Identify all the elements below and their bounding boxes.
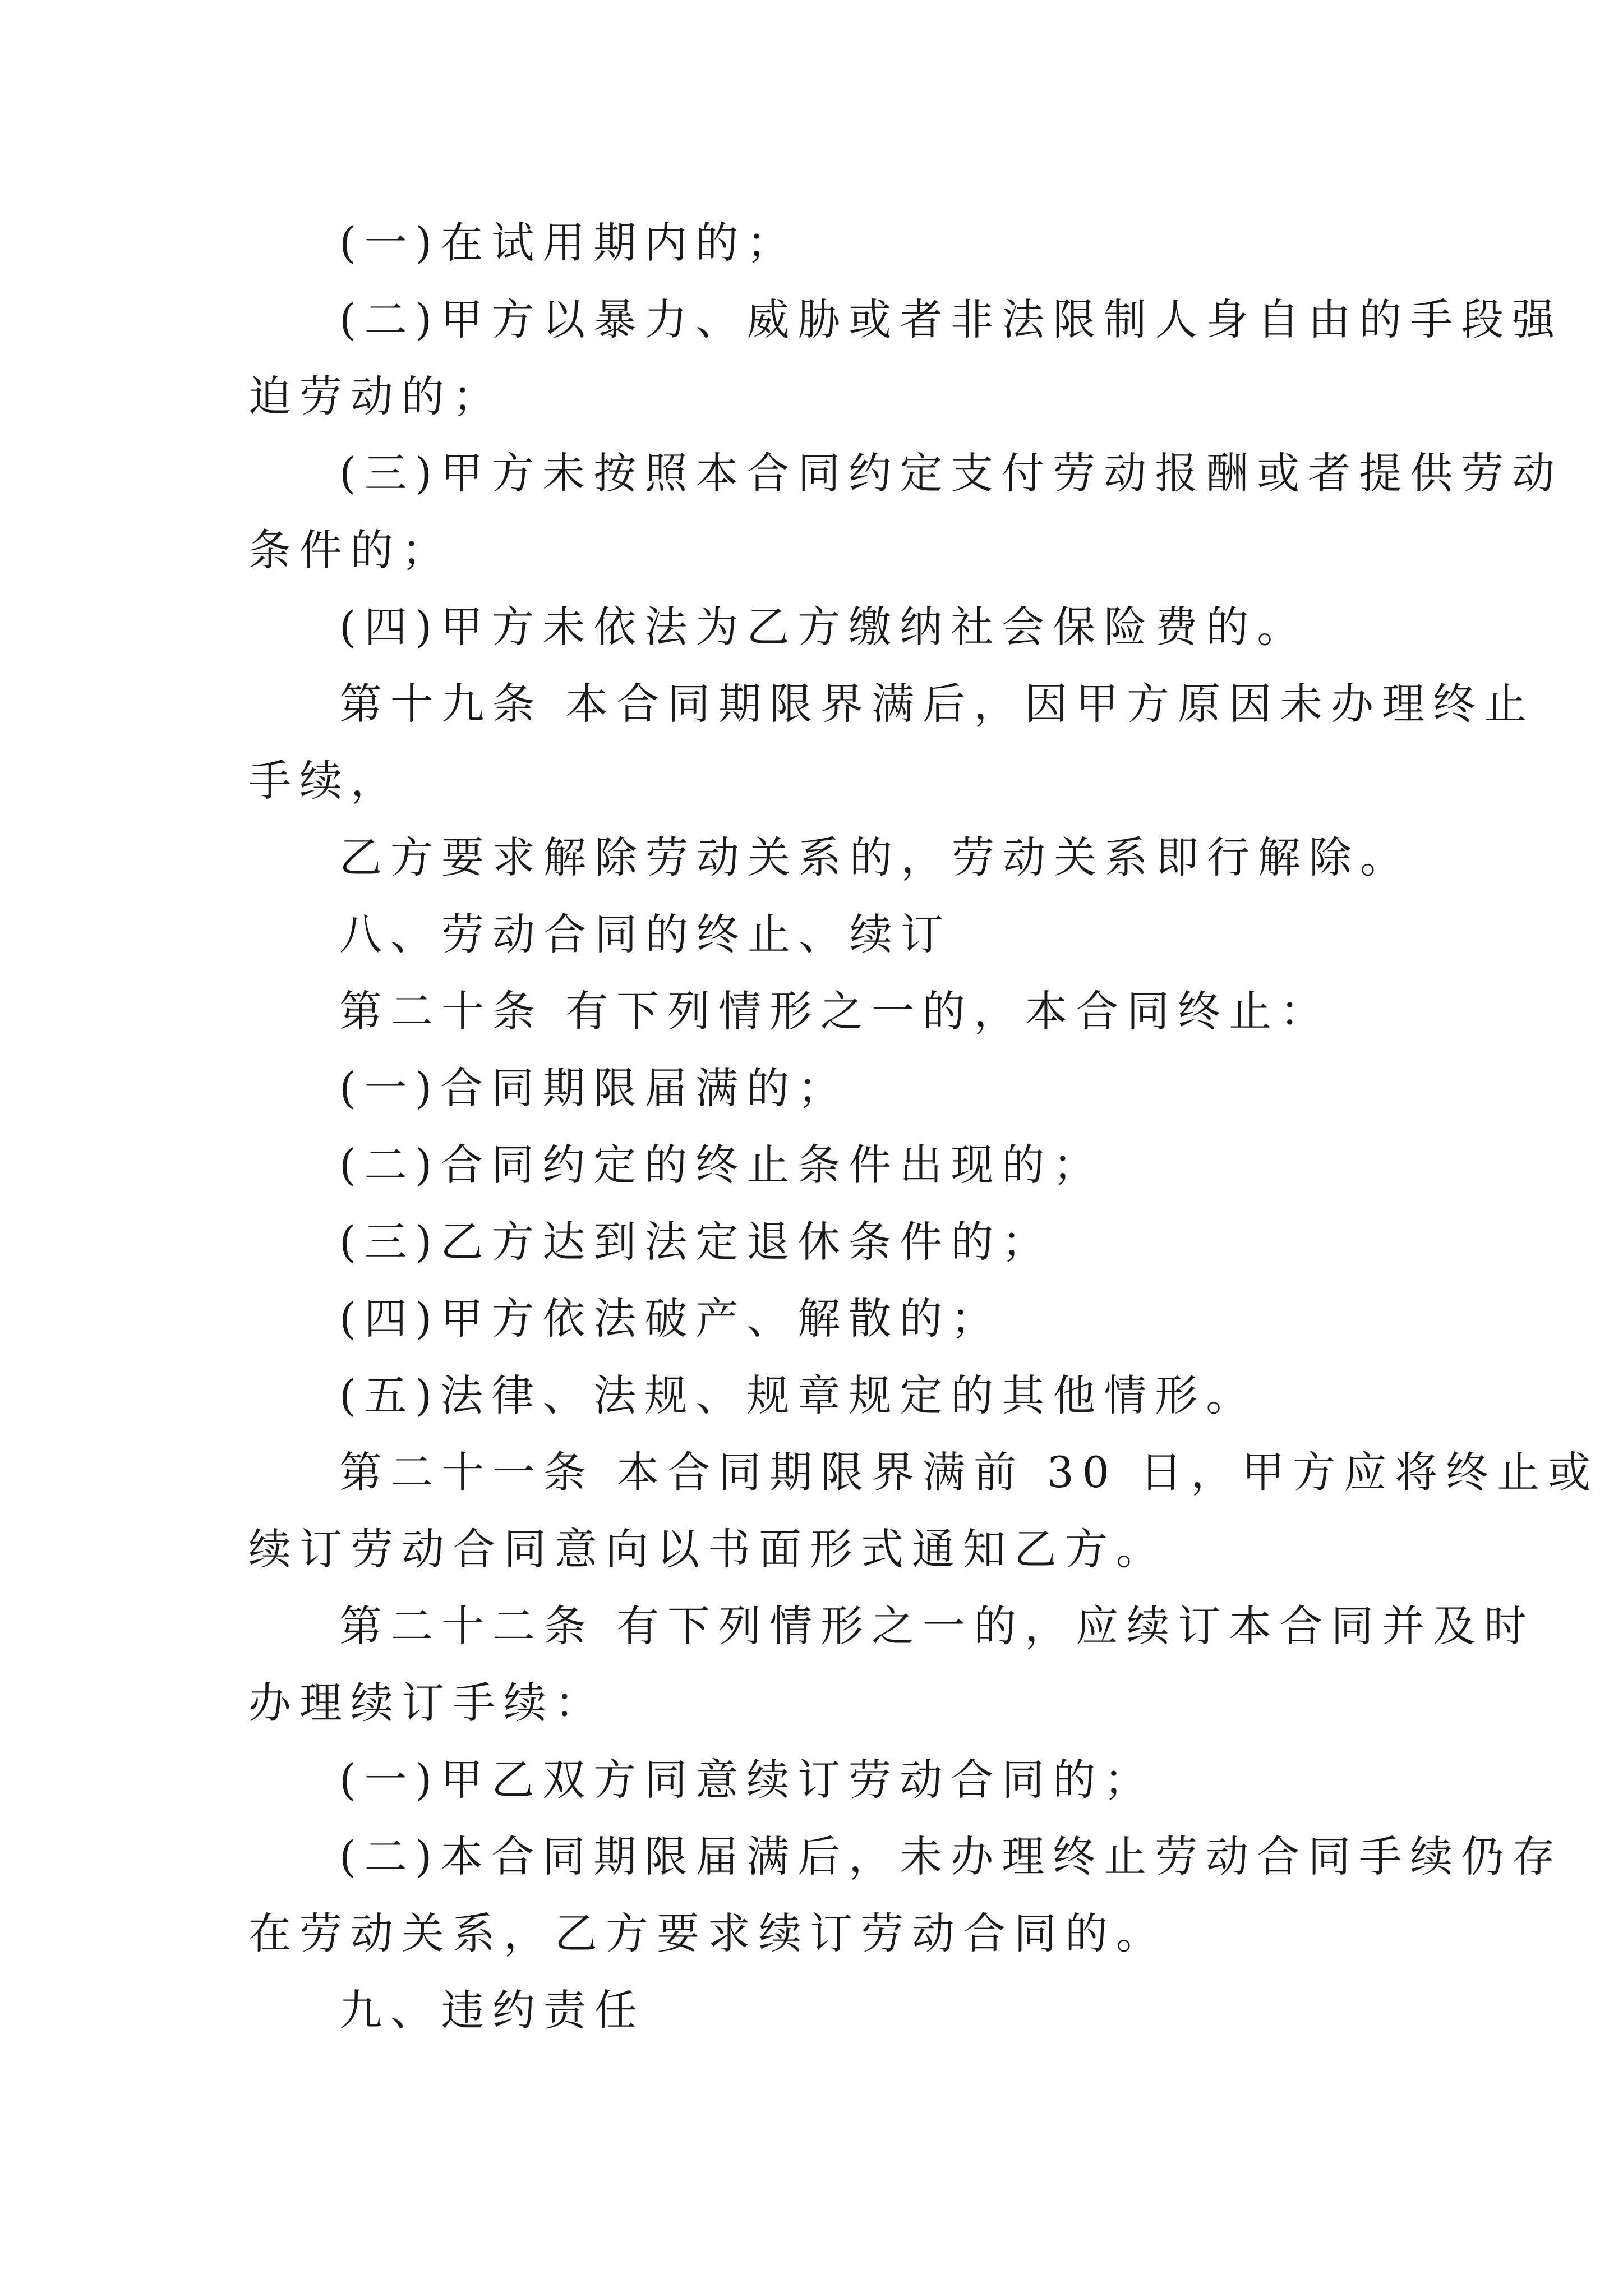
article-21-cont: 续订劳动合同意向以书面形式通知乙方。 [248,1524,1167,1574]
clause-unpaid-wages-item: (三)甲方未按照本合同约定支付劳动报酬或者提供劳动 [339,448,1564,498]
article-19-cont: 手续， [248,756,402,806]
article-22: 第二十二条 有下列情形之一的，应续订本合同并及时 [339,1601,1536,1651]
section-heading-liability: 九、违约责任 [339,1985,645,2035]
clause-unpaid-wages-item-cont: 条件的； [248,525,453,575]
clause-probation-item: (一)在试用期内的； [339,218,798,268]
article-19-paragraph-2: 乙方要求解除劳动关系的，劳动关系即行解除。 [339,832,1411,882]
article-20-item-3: (三)乙方达到法定退休条件的； [339,1217,1053,1267]
article-22-item-1: (一)甲乙双方同意续订劳动合同的； [339,1755,1155,1805]
clause-social-insurance-item: (四)甲方未依法为乙方缴纳社会保险费的。 [339,602,1308,652]
article-19: 第十九条 本合同期限界满后，因甲方原因未办理终止 [339,679,1536,729]
article-22-item-2-cont: 在劳动关系，乙方要求续订劳动合同的。 [248,1908,1167,1958]
article-22-cont: 办理续订手续： [248,1678,606,1728]
article-20-item-2: (二)合同约定的终止条件出现的； [339,1140,1104,1190]
article-20-item-5: (五)法律、法规、规章规定的其他情形。 [339,1370,1257,1420]
article-22-item-2: (二)本合同期限届满后，未办理终止劳动合同手续仍存 [339,1832,1564,1881]
article-20: 第二十条 有下列情形之一的，本合同终止： [339,986,1331,1036]
article-20-item-4: (四)甲方依法破产、解散的； [339,1294,1002,1343]
article-21: 第二十一条 本合同期限界满前 30 日，甲方应将终止或 [339,1447,1599,1497]
article-20-item-1: (一)合同期限届满的； [339,1063,849,1113]
section-heading-termination: 八、劳动合同的终止、续订 [339,909,952,959]
clause-forced-labor-item-cont: 迫劳动的； [248,371,504,421]
clause-forced-labor-item: (二)甲方以暴力、威胁或者非法限制人身自由的手段强 [339,295,1564,344]
